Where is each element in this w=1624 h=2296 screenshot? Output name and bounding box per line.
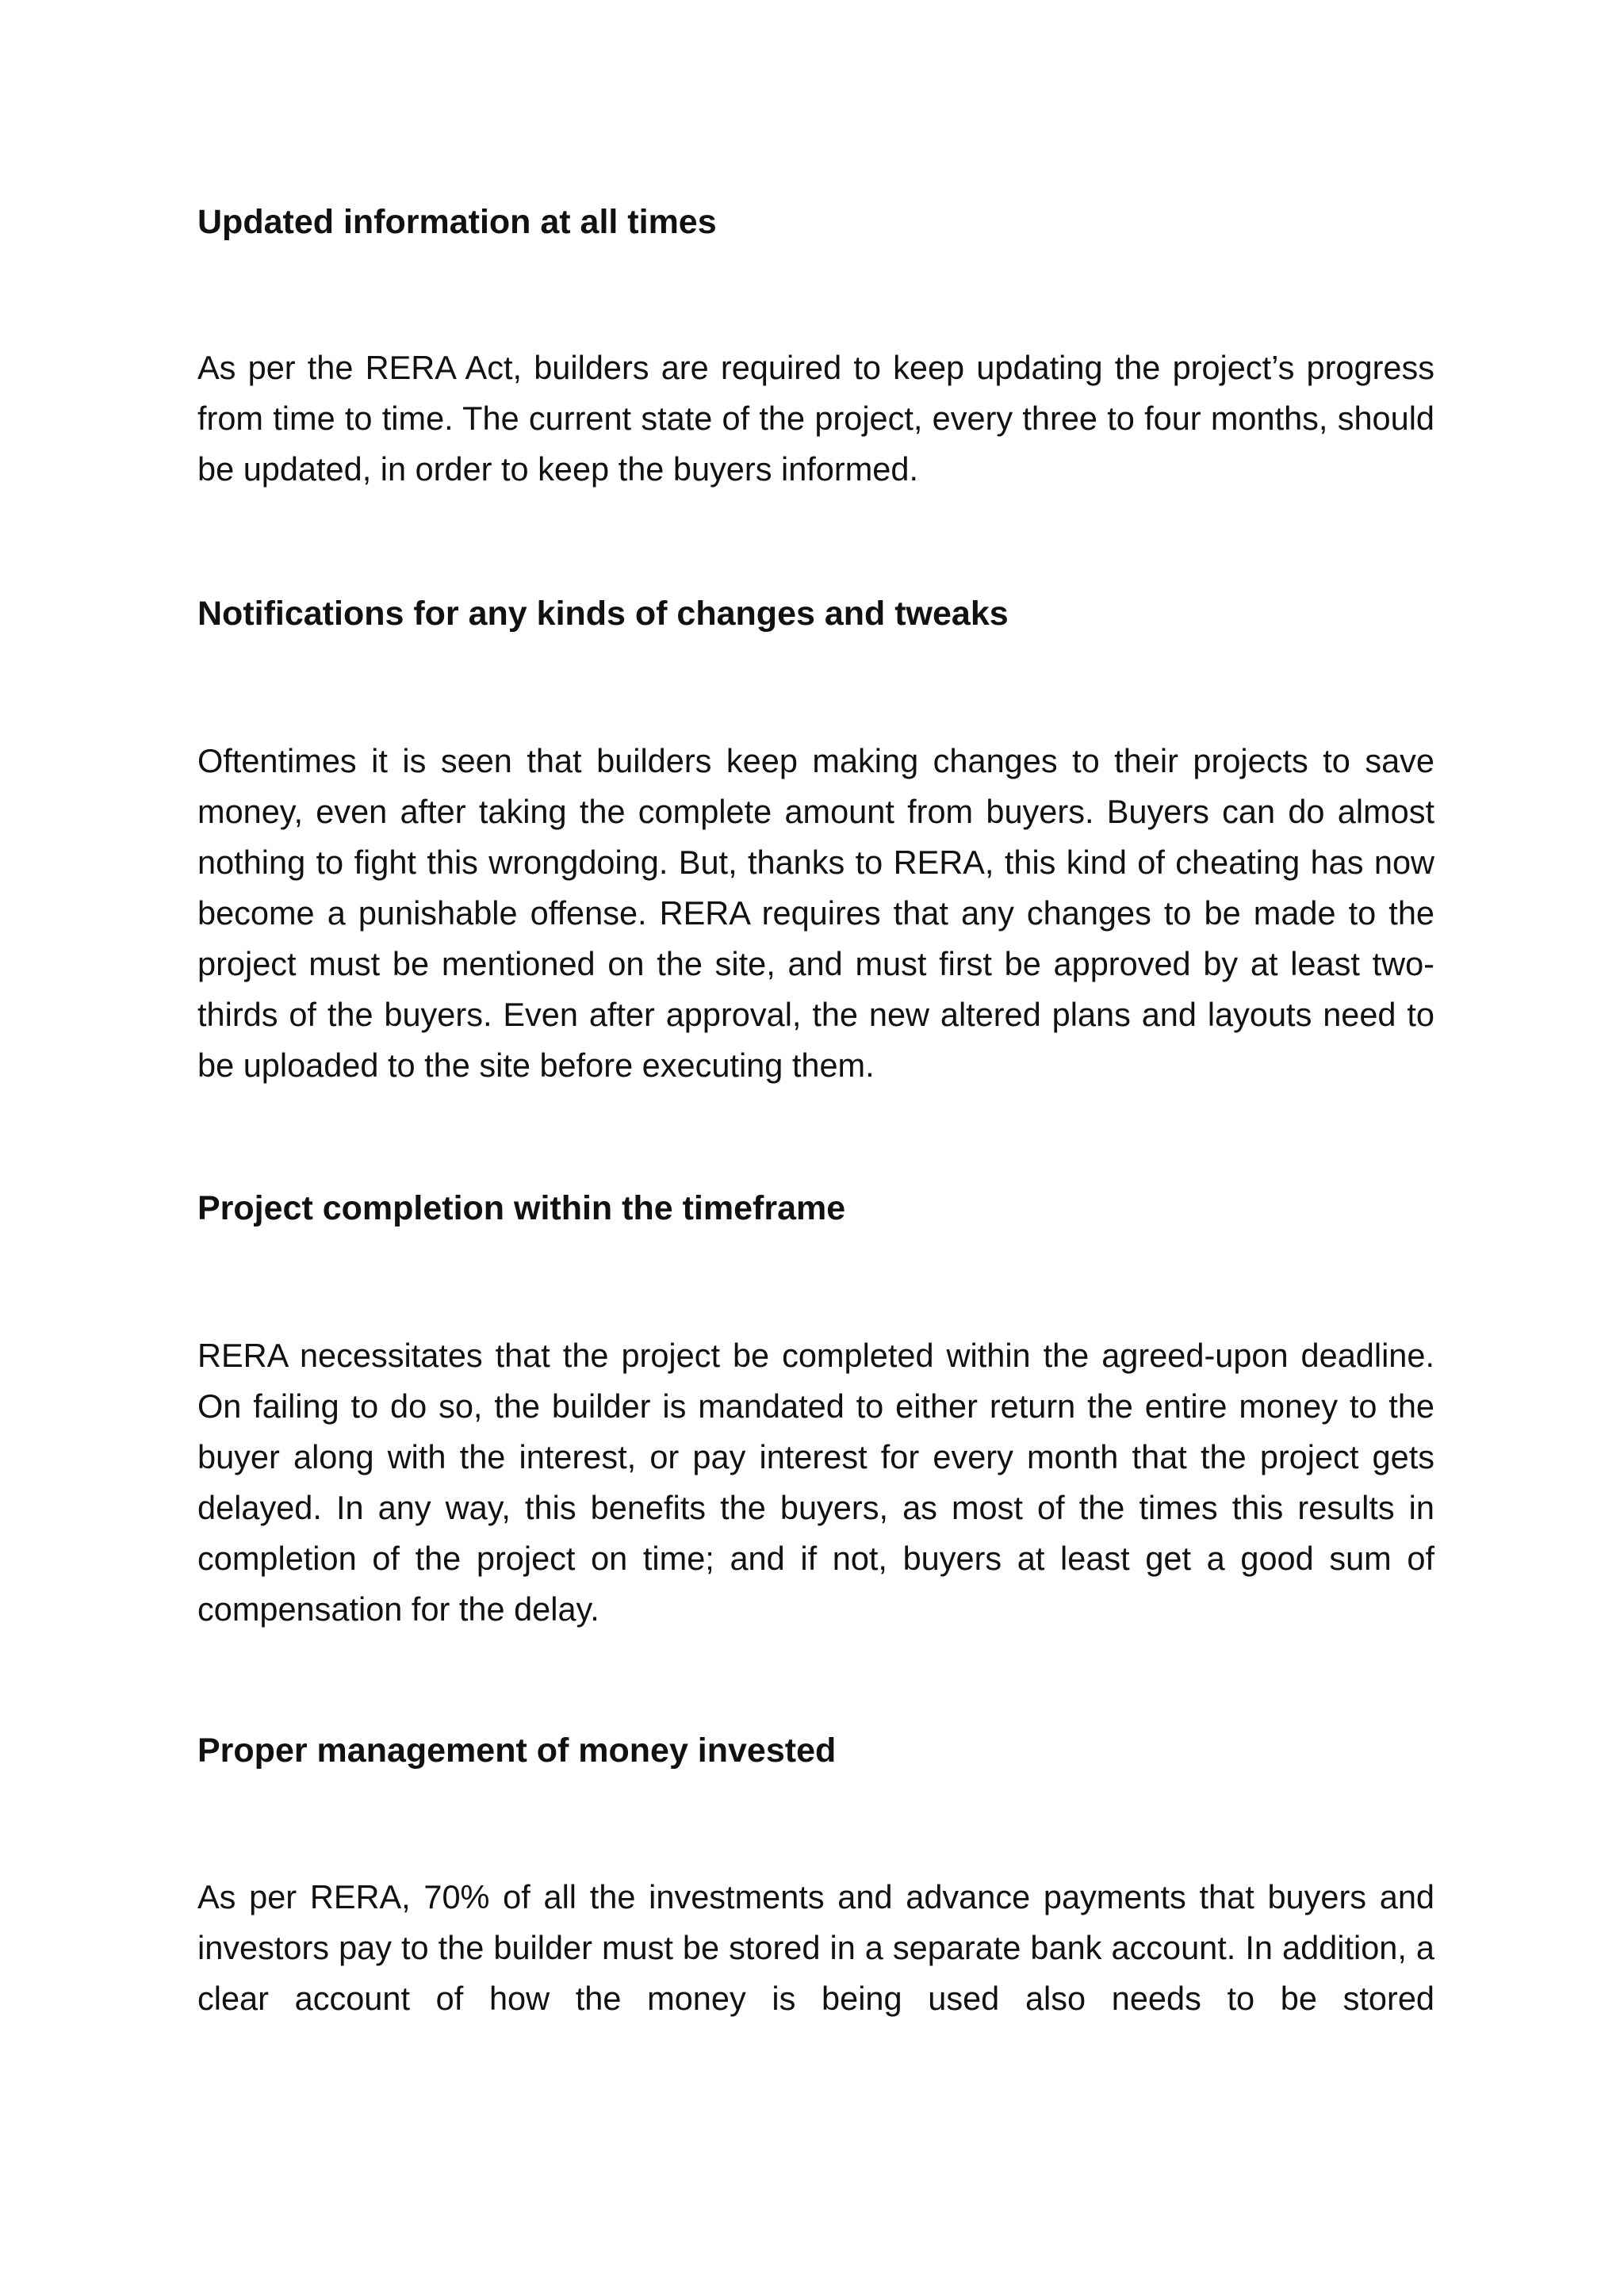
- section-body-project-completion: RERA necessitates that the project be completed within the agreed-upon deadline. On failing to do so, the builder is mandated to either return the entire money to the buyer along with the interest, or pay interest for every month that the project gets delayed. In any way, this benefits the buyers, as most of the times this results in completion of the project on time; and if not, buyers at least get a good sum of compensation for the delay.: [197, 1337, 1434, 1628]
- section-heading-notifications: Notifications for any kinds of changes and tweaks: [197, 595, 1009, 633]
- section-heading-money-management: Proper management of money invested: [197, 1732, 837, 1770]
- section-heading-project-completion: Project completion within the timeframe: [197, 1189, 846, 1227]
- section-heading-updated-information: Updated information at all times: [197, 203, 717, 241]
- section-body-money-management: As per RERA, 70% of all the investments and advance payments that buyers and investors pay to the builder must be stored in a separate bank account. In addition, a clear account of how the money is being used also needs to be stored: [197, 1878, 1434, 2017]
- section-body-notifications: Oftentimes it is seen that builders keep making changes to their projects to save money, even after taking the complete amount from buyers. Buyers can do almost nothing to fight this wrongdoing. But, thanks to RERA, this kind of cheating has now become a punishable offense. RERA requires that any changes to be made to the project must be mentioned on the site, and must first be approved by at least two-thirds of the buyers. Even after approval, the new altered plans and layouts need to be uploaded to the site before executing them.: [197, 742, 1434, 1084]
- section-body-updated-information: As per the RERA Act, builders are required to keep updating the project’s progress from time to time. The current state of the project, every three to four months, should be updated, in order to keep the buyers informed.: [197, 349, 1434, 488]
